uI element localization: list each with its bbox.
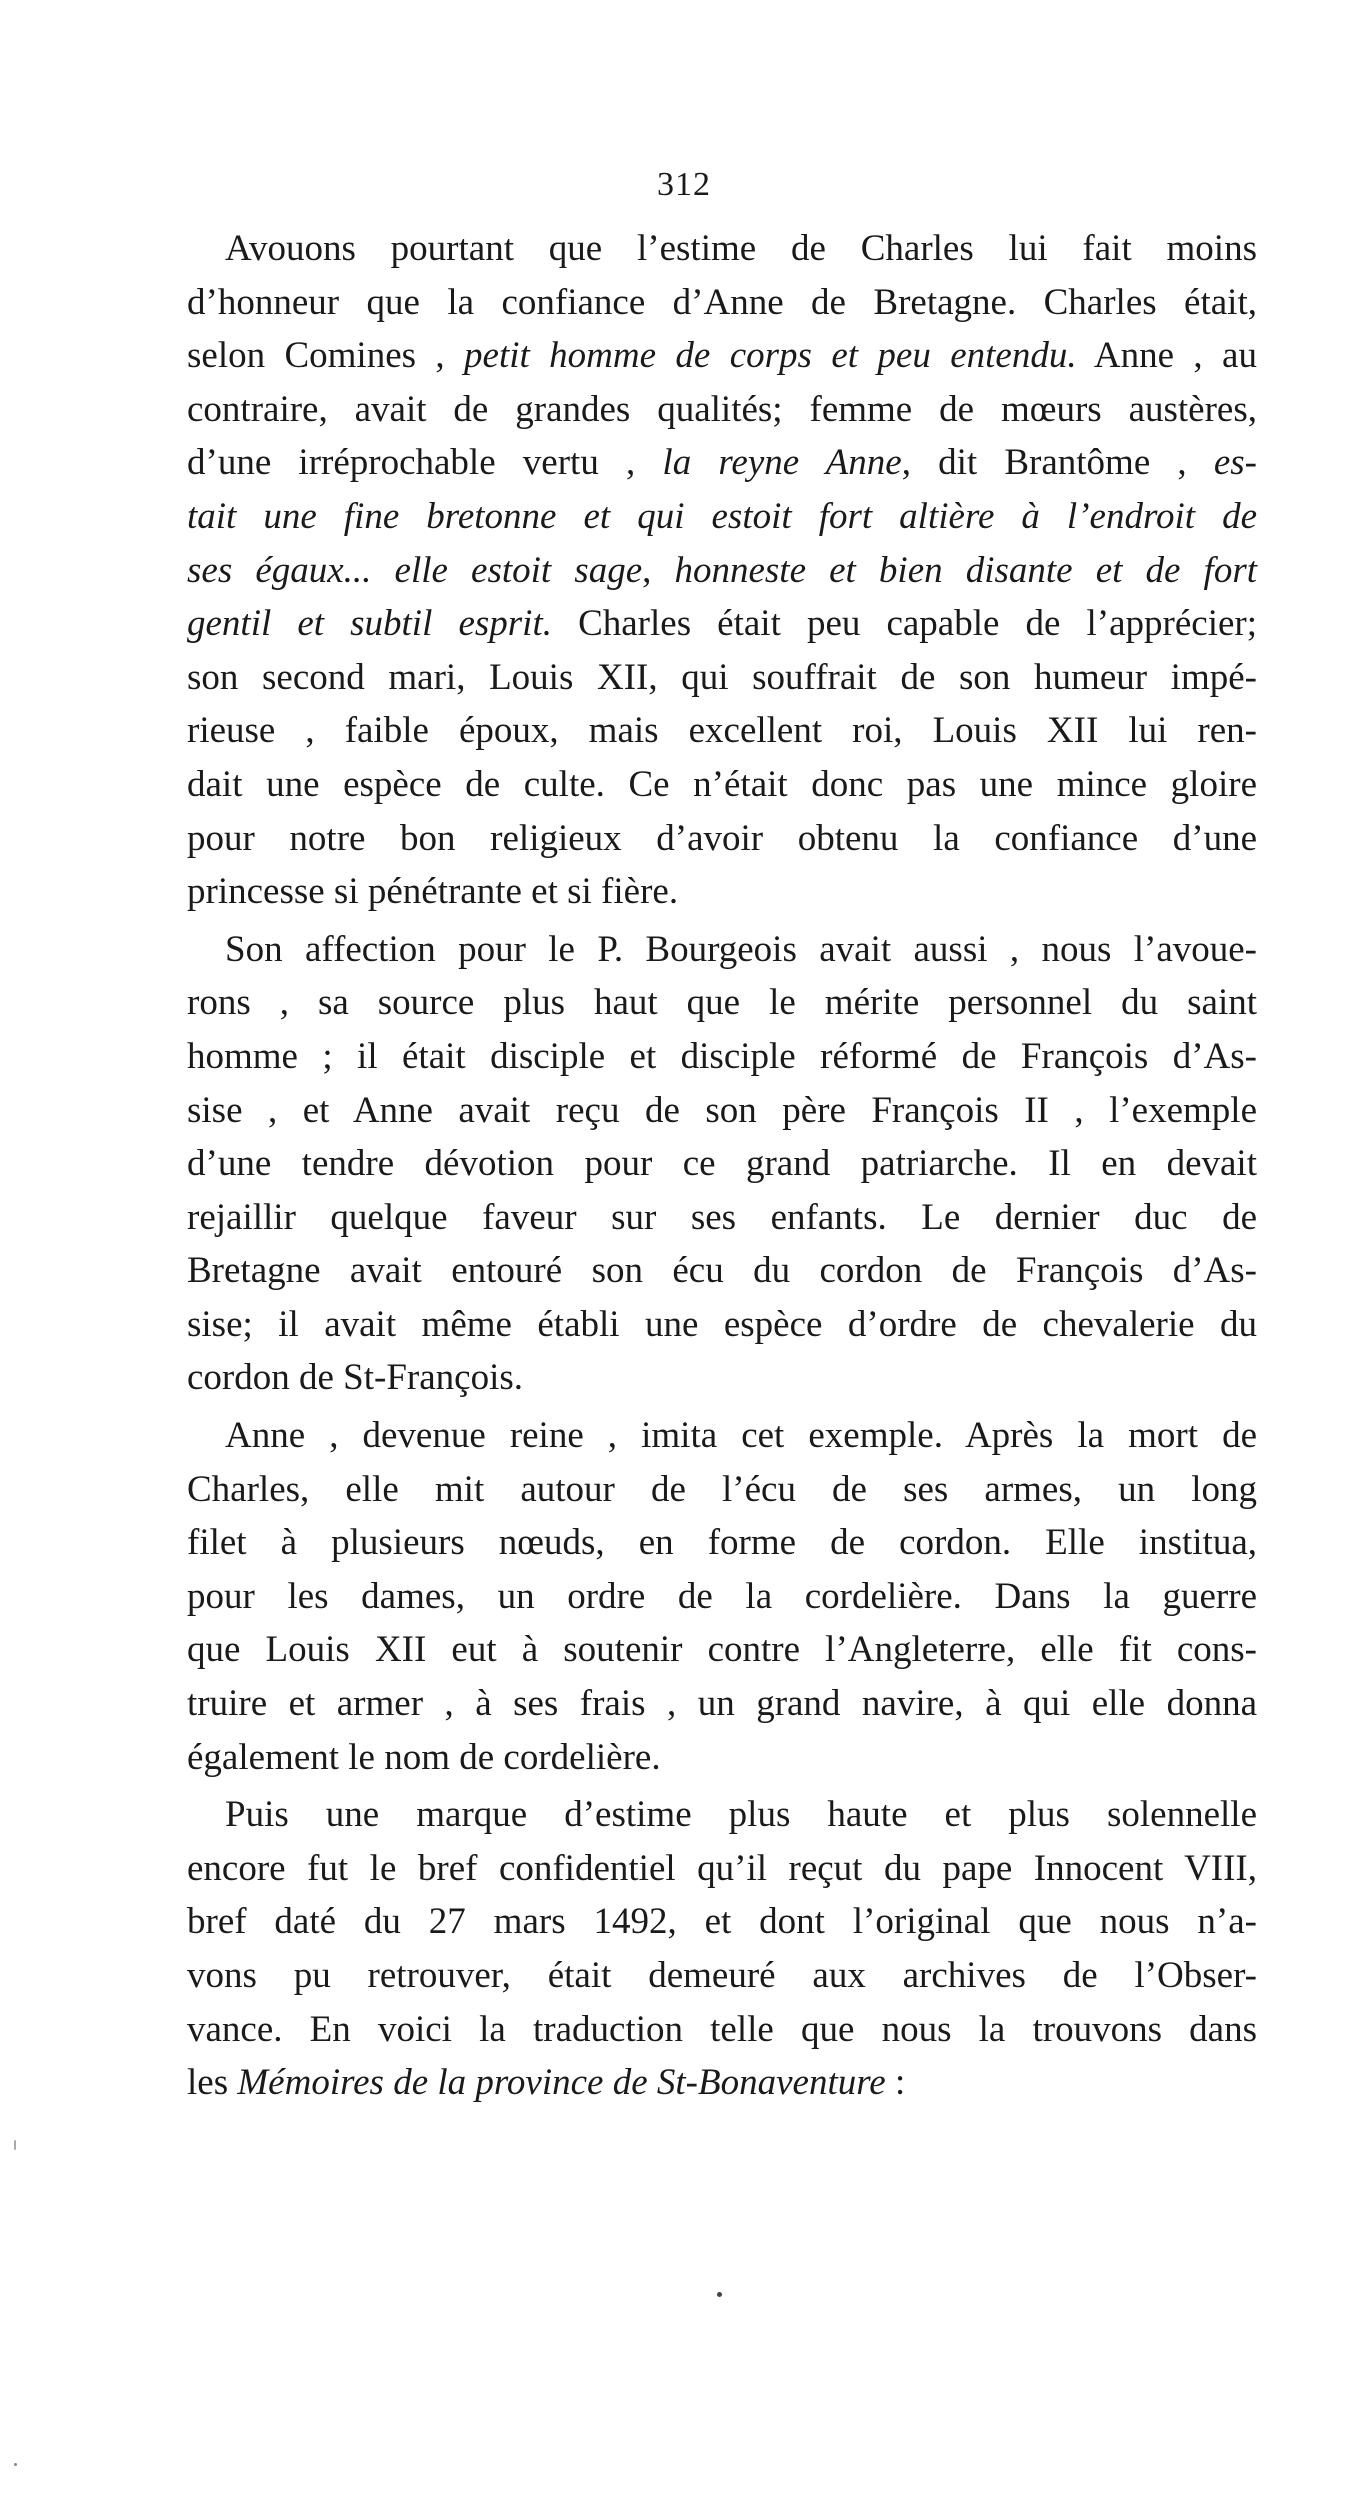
text-line: [187, 1949, 1257, 2003]
text-line: [187, 2003, 1257, 2057]
scan-speck: [717, 2292, 722, 2297]
text-run: rejaillir quelque faveur sur ses enfants. Le dernier duc de: [187, 1196, 1257, 1238]
text-run: pour les dames, un ordre de la cordelière. Dans la guerre: [187, 1575, 1257, 1617]
text-line: [187, 383, 1257, 437]
text-run: Anne , devenue reine , imita cet exemple. Après la mort de: [225, 1415, 1257, 1457]
text-run: que Louis XII eut à soutenir contre l’Angleterre, elle fit cons-: [187, 1629, 1257, 1671]
text-line: [187, 436, 1257, 490]
text-run: Son affection pour le P. Bourgeois avait aussi , nous l’avoue-: [225, 928, 1257, 970]
scan-speck: [14, 2140, 16, 2150]
text-run: selon Comines ,: [187, 335, 465, 377]
text-line: [187, 976, 1257, 1030]
text-line: [187, 1298, 1257, 1352]
text-run: Avouons pourtant que l’estime de Charles lui fait moins: [225, 228, 1257, 269]
text-run: Puis une marque d’estime plus haute et plus solennelle: [225, 1794, 1257, 1836]
text-run: filet à plusieurs nœuds, en forme de cordon. Elle institua,: [187, 1522, 1257, 1564]
text-line: [187, 544, 1257, 598]
text-run: d’une tendre dévotion pour ce grand patriarche. Il en devait: [187, 1143, 1257, 1185]
italic-phrase: Mémoires de la province de St-Bonaventure: [237, 2062, 886, 2104]
text-run: d’honneur que la confiance d’Anne de Bretagne. Charles était,: [187, 281, 1257, 323]
text-run: contraire, avait de grandes qualités; femme de mœurs austères,: [187, 388, 1257, 430]
italic-phrase: petit homme de corps et peu entendu.: [464, 335, 1077, 377]
italic-phrase: tait une fine bretonne et qui estoit fort altière à l’endroit de: [187, 495, 1257, 537]
text-run: également le nom de cordelière.: [187, 1736, 661, 1778]
italic-phrase: gentil et subtil esprit.: [187, 603, 552, 645]
text-line: [187, 1463, 1257, 1517]
text-run: Charles était peu capable de l’apprécier;: [551, 603, 1257, 645]
text-run: d’une irréprochable vertu ,: [187, 442, 663, 484]
text-line: [187, 1842, 1257, 1896]
text-line: [187, 1030, 1257, 1084]
text-line: [187, 1409, 1257, 1463]
text-run: rons , sa source plus haut que le mérite personnel du saint: [187, 982, 1257, 1024]
text-line: [187, 1895, 1257, 1949]
text-run: , dit Brantôme ,: [901, 442, 1214, 484]
page-number: 312: [657, 166, 711, 203]
text-run: pour notre bon religieux d’avoir obtenu la confiance d’une: [187, 817, 1257, 859]
italic-phrase: es-: [1213, 442, 1258, 484]
text-run: Bretagne avait entouré son écu du cordon de François d’As-: [187, 1250, 1257, 1292]
text-line: [187, 1137, 1257, 1191]
text-run: sise , et Anne avait reçu de son père François II , l’exemple: [187, 1089, 1257, 1131]
scan-speck: [14, 2463, 17, 2466]
text-run: Charles, elle mit autour de l’écu de ses armes, un long: [187, 1468, 1257, 1510]
text-run: les: [187, 2062, 238, 2104]
text-line: [187, 597, 1257, 651]
text-line: [187, 704, 1257, 758]
text-line: [187, 490, 1257, 544]
text-line: [187, 865, 1257, 919]
italic-phrase: la reyne Anne: [662, 442, 902, 484]
text-run: :: [885, 2062, 906, 2104]
text-line: [187, 812, 1257, 866]
text-line: [187, 1191, 1257, 1245]
text-run: vance. En voici la traduction telle que nous la trouvons dans: [187, 2008, 1257, 2050]
text-run: Anne , au: [1076, 335, 1257, 377]
text-run: truire et armer , à ses frais , un grand navire, à qui elle donna: [187, 1683, 1257, 1725]
text-line: [187, 1244, 1257, 1298]
text-run: vons pu retrouver, était demeuré aux archives de l’Obser-: [187, 1955, 1257, 1996]
text-line: [187, 758, 1257, 812]
body-text: [187, 222, 1257, 2110]
text-run: son second mari, Louis XII, qui souffrait de son humeur impé-: [187, 656, 1257, 698]
text-line: [187, 2056, 1257, 2110]
text-line: [187, 651, 1257, 705]
text-line: [187, 1084, 1257, 1138]
text-run: ,: [642, 549, 675, 591]
text-run: cordon de St-François.: [187, 1357, 524, 1399]
text-line: [187, 222, 1257, 276]
text-run: encore fut le bref confidentiel qu’il reçut du pape Innocent VIII,: [187, 1847, 1257, 1889]
text-run: homme ; il était disciple et disciple réformé de François d’As-: [187, 1035, 1257, 1077]
text-run: rieuse , faible époux, mais excellent roi, Louis XII lui ren-: [187, 710, 1257, 752]
text-line: [187, 923, 1257, 977]
text-run: dait une espèce de culte. Ce n’était donc pas une mince gloire: [187, 763, 1257, 805]
text-run: princesse si pénétrante et si fière.: [187, 871, 679, 913]
text-line: [187, 276, 1257, 330]
text-run: bref daté du 27 mars 1492, et dont l’original que nous n’a-: [187, 1901, 1257, 1943]
text-line: [187, 1516, 1257, 1570]
text-line: [187, 1570, 1257, 1624]
text-run: sise; il avait même établi une espèce d’ordre de chevalerie du: [187, 1303, 1257, 1345]
italic-phrase: honneste et bien disante et de fort: [674, 549, 1257, 591]
text-line: [187, 1731, 1257, 1785]
text-line: [187, 1677, 1257, 1731]
text-line: [187, 1788, 1257, 1842]
italic-phrase: ses égaux... elle estoit sage: [187, 549, 643, 591]
text-line: [187, 1351, 1257, 1405]
text-line: [187, 329, 1257, 383]
text-line: [187, 1623, 1257, 1677]
